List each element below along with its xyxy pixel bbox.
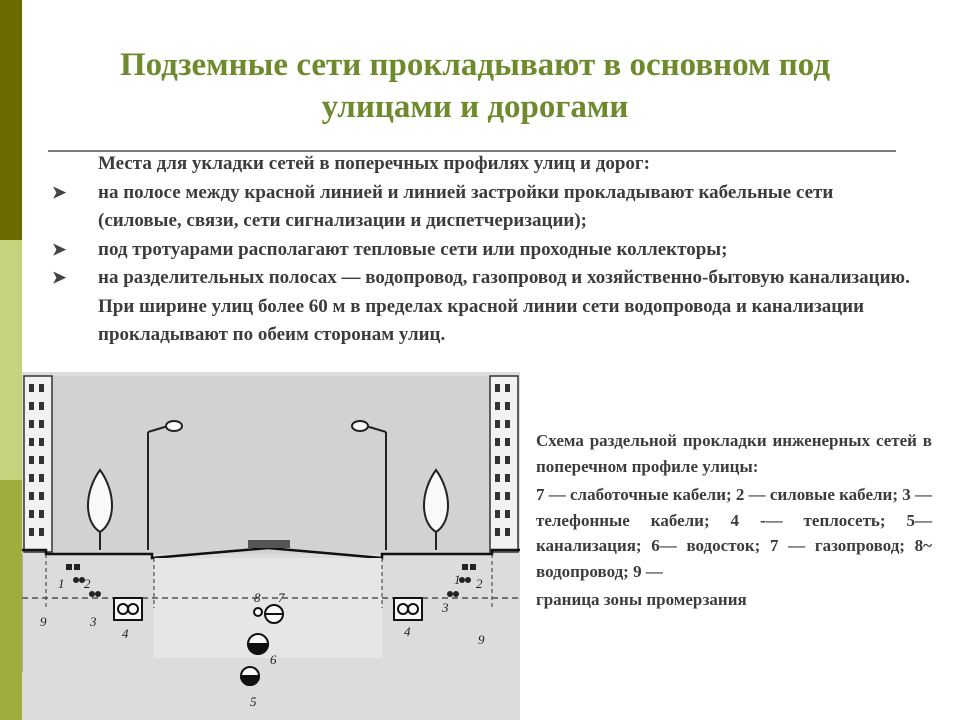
bullet-item [50, 264, 920, 350]
figure-label: 7 [278, 590, 285, 605]
right-heat-channel-icon [394, 598, 422, 620]
right-building-icon [490, 376, 518, 552]
figure-label: 2 [476, 576, 483, 591]
caption-legend: 7 — слаботочные кабели; 2 — силовые кабели; 3 — телефонные кабели; 4 -— теплосеть; 5— канализация; 6— водосток; 7 — газопровод; 8~ водопровод; 9 — [536, 485, 932, 581]
figure-label: 6 [270, 652, 277, 667]
figure-label: 4 [404, 624, 411, 639]
intro-text: Места для укладки сетей в поперечных профилях улиц и дорог: [98, 153, 650, 174]
side-bar-dark-segment [0, 0, 22, 240]
figure-caption [536, 428, 932, 616]
arrowhead-bullet-icon: ➤ [52, 268, 67, 287]
figure-label: 1 [58, 576, 65, 591]
side-bar-mid-segment [0, 480, 22, 720]
sewer-pipe-icon [241, 667, 259, 685]
left-building-icon [24, 376, 52, 552]
street-profile-drawing [22, 372, 520, 720]
bullet-item [50, 179, 920, 236]
street-profile-figure [22, 372, 520, 720]
bullet-text: под тротуарами располагают тепловые сети или проходные коллекторы; [98, 238, 728, 260]
bullet-item [50, 236, 920, 265]
figure-label: 4 [122, 626, 129, 641]
caption-legend-end: граница зоны промерзания [536, 590, 747, 609]
figure-label: 8 [254, 590, 261, 605]
figure-label: 3 [90, 614, 97, 629]
caption-heading: Схема раздельной прокладки инженерных сетей в поперечном профиле улицы: [536, 431, 932, 476]
left-heat-channel-icon [114, 598, 142, 620]
bullet-text: на полосе между красной линией и линией застройки прокладывают кабельные сети (силовые, связи, сети сигнализации и диспетчеризации); [98, 181, 834, 231]
bullet-text: на разделительных полосах — водопровод, газопровод и хозяйственно-бытовую канализацию. При ширине улиц более 60 м в пределах красной линии сети водопровода и канализации прокладывают по обеим сторонам улиц. [98, 267, 910, 345]
side-bar-light-segment [0, 240, 22, 480]
figure-label: 2 [84, 576, 91, 591]
drain-pipe-icon [248, 634, 268, 654]
slide-title: Подземные сети прокладывают в основном под улицами и дорогами [119, 47, 831, 125]
figure-label: 3 [442, 600, 449, 615]
arrowhead-bullet-icon: ➤ [52, 239, 67, 259]
decorative-side-bar [0, 0, 22, 720]
figure-label: 1 [454, 572, 461, 587]
arrowhead-bullet-icon: ➤ [52, 182, 67, 202]
slide-body [50, 150, 920, 350]
bullet-list [50, 179, 920, 350]
figure-label: 5 [250, 694, 257, 709]
figure-label: 9 [478, 632, 485, 647]
figure-label: 9 [40, 614, 47, 629]
